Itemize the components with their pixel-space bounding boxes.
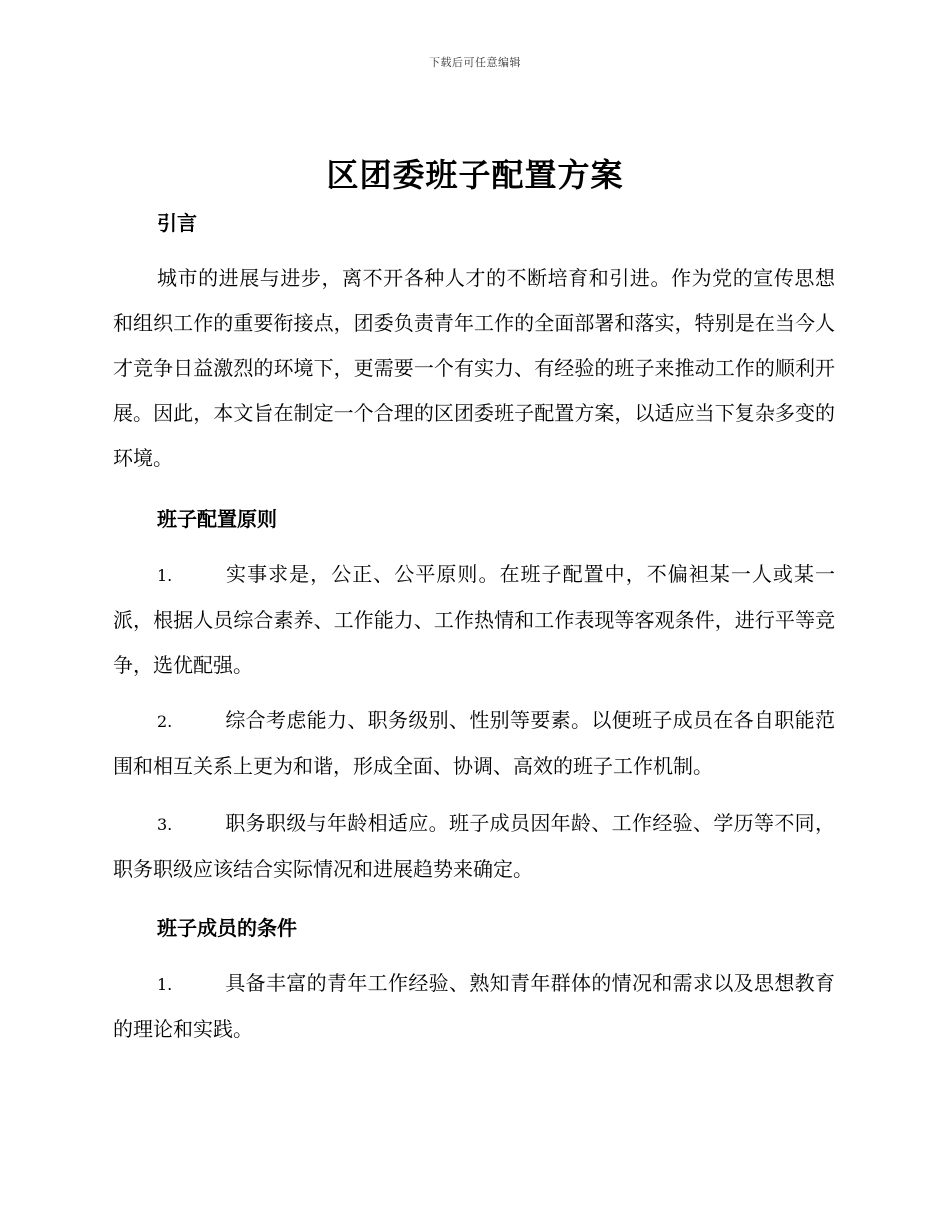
section-heading-intro: 引言	[157, 211, 197, 235]
intro-paragraph: 城市的进展与进步，离不开各种人才的不断培育和引进。作为党的宣传思想和组织工作的重要衔接点，团委负责青年工作的全面部署和落实，特别是在当今人才竞争日益激烈的环境下，更需要一个有实力、有经验的班子来推动工作的顺利开展。因此，本文旨在制定一个合理的区团委班子配置方案，以适应当下复杂多变的环境。	[113, 266, 835, 470]
principle-item-1	[113, 552, 835, 688]
document-title: 区团委班子配置方案	[326, 156, 624, 194]
section-heading-principles: 班子配置原则	[157, 507, 277, 531]
list-item-text: 具备丰富的青年工作经验、熟知青年群体的情况和需求以及思想教育的理论和实践。	[113, 971, 835, 1041]
list-number: 1.	[157, 975, 173, 994]
condition-item-1	[113, 961, 835, 1052]
list-number: 3.	[157, 815, 173, 834]
list-item-text: 职务职级与年龄相适应。班子成员因年龄、工作经验、学历等不同，职务职级应该结合实际情况和进展趋势来确定。	[113, 811, 835, 881]
header-note: 下载后可任意编辑	[429, 56, 521, 69]
principle-item-3	[113, 801, 835, 892]
section-heading-conditions: 班子成员的条件	[157, 916, 297, 940]
principle-item-2	[113, 698, 835, 789]
list-number: 2.	[157, 712, 173, 731]
list-item-text: 综合考虑能力、职务级别、性别等要素。以便班子成员在各自职能范围和相互关系上更为和谐，形成全面、协调、高效的班子工作机制。	[113, 708, 835, 778]
list-number: 1.	[157, 566, 173, 585]
list-item-text: 实事求是，公正、公平原则。在班子配置中，不偏袒某一人或某一派，根据人员综合素养、工作能力、工作热情和工作表现等客观条件，进行平等竞争，选优配强。	[113, 562, 835, 677]
